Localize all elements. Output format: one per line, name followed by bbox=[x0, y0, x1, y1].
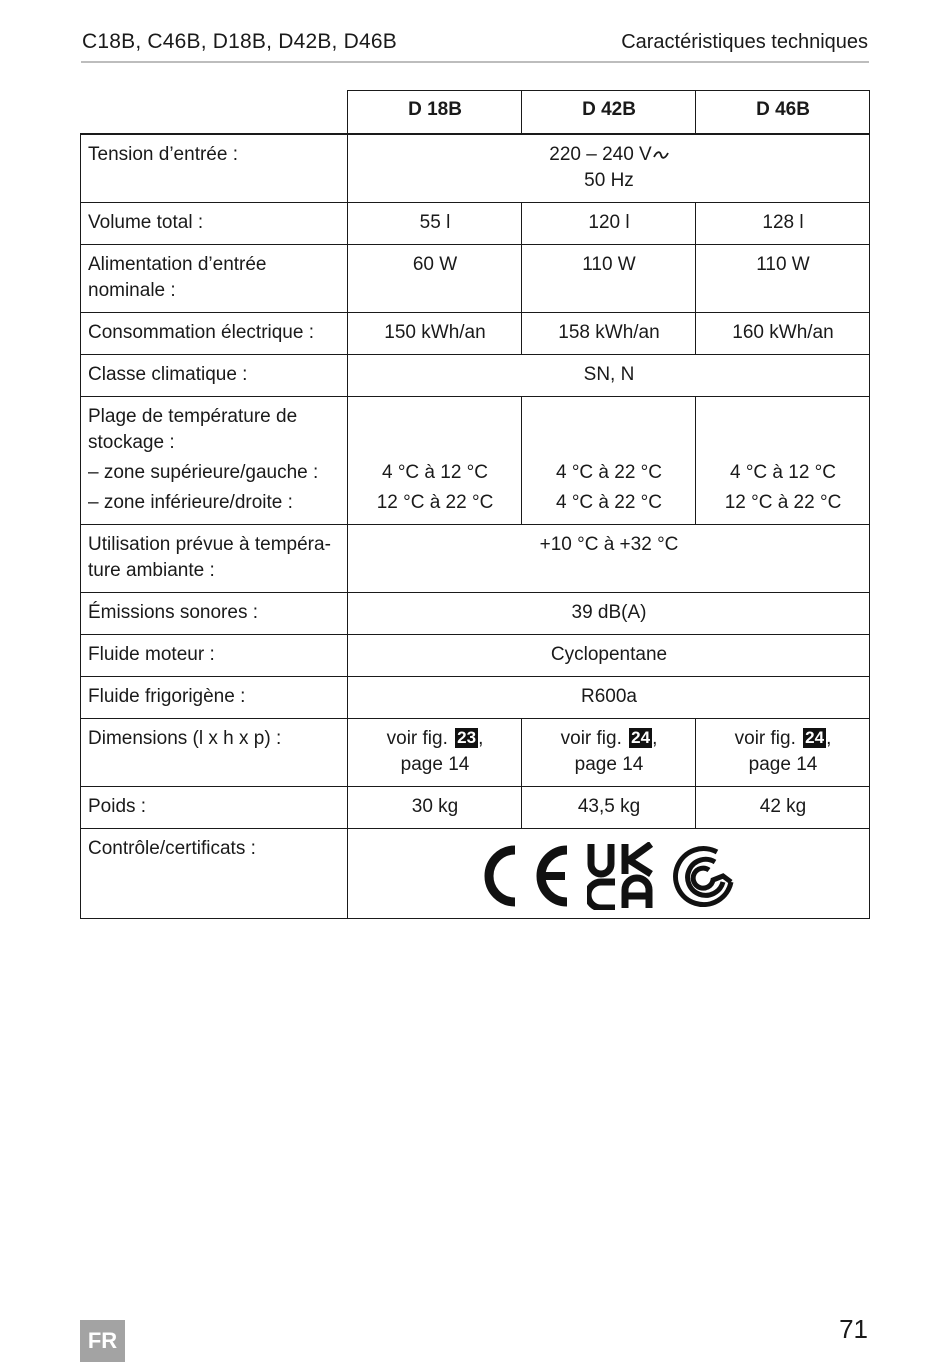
table-cell: 110 W bbox=[522, 245, 696, 313]
label-line: Utilisation prévue à tempéra- bbox=[88, 534, 331, 555]
lower-zone-label: – zone inférieure/droite : bbox=[88, 492, 293, 513]
rcm-compliance-mark-icon bbox=[669, 842, 737, 910]
table-row bbox=[81, 397, 870, 525]
specs-table bbox=[80, 90, 870, 919]
table-row bbox=[81, 593, 870, 635]
table-cell: 110 W bbox=[696, 245, 870, 313]
table-header-row bbox=[81, 91, 870, 135]
cert-marks-cell bbox=[348, 829, 870, 919]
table-cell: 158 kWh/an bbox=[522, 313, 696, 355]
see-figure-text: voir fig. bbox=[386, 728, 448, 749]
table-row bbox=[81, 525, 870, 593]
table-cell bbox=[522, 397, 696, 525]
header-divider bbox=[81, 61, 869, 63]
table-cell: 39 dB(A) bbox=[348, 593, 870, 635]
ukca-mark-icon bbox=[587, 842, 655, 910]
frequency-value: 50 Hz bbox=[584, 170, 634, 191]
table-cell: R600a bbox=[348, 677, 870, 719]
row-label-energy: Consommation électrique : bbox=[81, 313, 348, 355]
table-cell: 120 l bbox=[522, 203, 696, 245]
label-line: stockage : bbox=[88, 432, 175, 453]
table-row bbox=[81, 245, 870, 313]
figure-ref-badge: 24 bbox=[631, 728, 651, 747]
row-label-climate-class: Classe climatique : bbox=[81, 355, 348, 397]
table-cell bbox=[348, 397, 522, 525]
table-row bbox=[81, 355, 870, 397]
figure-ref-badge: 23 bbox=[457, 728, 477, 747]
table-cell: SN, N bbox=[348, 355, 870, 397]
column-header-d18b: D 18B bbox=[348, 91, 522, 135]
figure-ref-badge: 24 bbox=[805, 728, 825, 747]
voltage-range: 220 – 240 V bbox=[549, 144, 652, 165]
upper-zone-value: 4 °C à 12 °C bbox=[729, 462, 837, 483]
lower-zone-value: 12 °C à 22 °C bbox=[376, 492, 494, 513]
row-label-refrigerant: Fluide frigorigène : bbox=[81, 677, 348, 719]
table-row bbox=[81, 134, 870, 203]
upper-zone-label: – zone supérieure/gauche : bbox=[88, 462, 319, 483]
table-cell: 128 l bbox=[696, 203, 870, 245]
see-figure-text: voir fig. bbox=[560, 728, 622, 749]
table-row bbox=[81, 787, 870, 829]
page-ref: page 14 bbox=[748, 754, 818, 775]
label-line: Plage de température de bbox=[88, 406, 298, 427]
row-label-rated-power bbox=[81, 245, 348, 313]
table-cell: voir fig. 23 , page 14 bbox=[348, 719, 522, 787]
table-cell: 42 kg bbox=[696, 787, 870, 829]
table-cell: 60 W bbox=[348, 245, 522, 313]
ce-mark-icon bbox=[481, 842, 573, 910]
table-row bbox=[81, 635, 870, 677]
table-row bbox=[81, 677, 870, 719]
label-line: ture ambiante : bbox=[88, 560, 215, 581]
table-cell: 160 kWh/an bbox=[696, 313, 870, 355]
see-figure-text: voir fig. bbox=[734, 728, 796, 749]
lower-zone-value: 4 °C à 22 °C bbox=[555, 492, 663, 513]
label-line: nominale : bbox=[88, 280, 176, 301]
lower-zone-value: 12 °C à 22 °C bbox=[724, 492, 842, 513]
row-label-noise: Émissions sonores : bbox=[81, 593, 348, 635]
table-cell: voir fig. 24 , page 14 bbox=[696, 719, 870, 787]
table-cell: Cyclopentane bbox=[348, 635, 870, 677]
table-cell: 55 l bbox=[348, 203, 522, 245]
table-row bbox=[81, 719, 870, 787]
row-label-weight: Poids : bbox=[81, 787, 348, 829]
page-ref: page 14 bbox=[400, 754, 470, 775]
row-label-dimensions: Dimensions (l x h x p) : bbox=[81, 719, 348, 787]
table-cell: +10 °C à +32 °C bbox=[348, 525, 870, 593]
section-title: Caractéristiques techniques bbox=[621, 31, 868, 53]
table-row bbox=[81, 829, 870, 919]
language-badge: FR bbox=[80, 1320, 125, 1362]
row-label-certs: Contrôle/certificats : bbox=[81, 829, 348, 919]
table-row bbox=[81, 203, 870, 245]
table-cell: 43,5 kg bbox=[522, 787, 696, 829]
table-cell bbox=[696, 397, 870, 525]
table-cell: voir fig. 24 , page 14 bbox=[522, 719, 696, 787]
table-cell: 150 kWh/an bbox=[348, 313, 522, 355]
row-label-input-voltage: Tension d’entrée : bbox=[81, 134, 348, 203]
row-label-total-volume: Volume total : bbox=[81, 203, 348, 245]
page-number: 71 bbox=[839, 1314, 868, 1344]
row-label-ambient bbox=[81, 525, 348, 593]
column-header-d46b: D 46B bbox=[696, 91, 870, 135]
upper-zone-value: 4 °C à 12 °C bbox=[381, 462, 489, 483]
row-label-blowing-agent: Fluide moteur : bbox=[81, 635, 348, 677]
table-row bbox=[81, 313, 870, 355]
page-ref: page 14 bbox=[574, 754, 644, 775]
ac-tilde-icon bbox=[653, 150, 669, 160]
label-line: Alimentation d’entrée bbox=[88, 254, 267, 275]
input-voltage-value bbox=[348, 134, 870, 203]
cert-marks bbox=[355, 836, 863, 910]
header-blank-cell bbox=[81, 91, 348, 135]
table-cell: 30 kg bbox=[348, 787, 522, 829]
document-models-header: C18B, C46B, D18B, D42B, D46B bbox=[82, 30, 397, 53]
column-header-d42b: D 42B bbox=[522, 91, 696, 135]
upper-zone-value: 4 °C à 22 °C bbox=[555, 462, 663, 483]
row-label-storage-temp bbox=[81, 397, 348, 525]
